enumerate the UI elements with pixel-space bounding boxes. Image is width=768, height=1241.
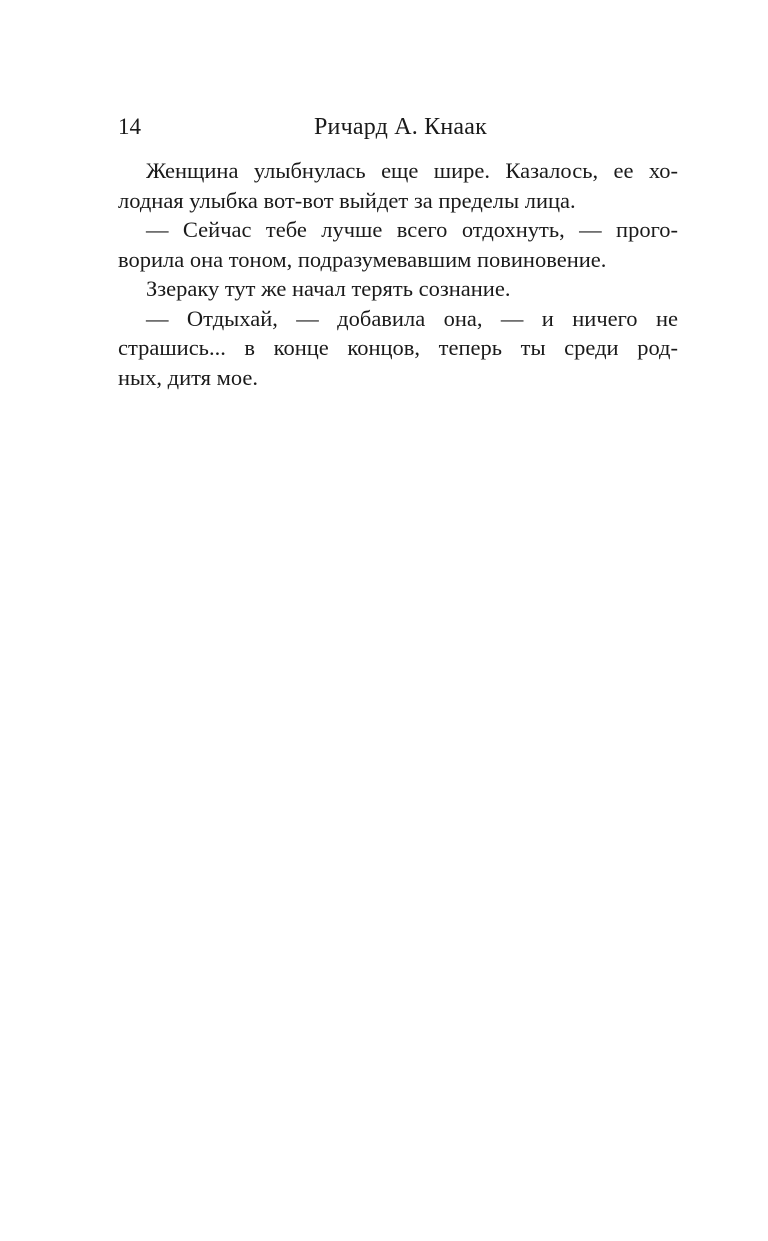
text-line: ных, дитя мое.: [118, 364, 259, 390]
text-line: — Отдыхай, — добавила она, — и ничего не: [146, 305, 678, 331]
text-line: — Сейчас тебе лучше всего отдохнуть, — прого-: [146, 217, 678, 242]
body-text: [118, 156, 678, 392]
text-line: Ззераку тут же начал терять сознание.: [146, 276, 511, 301]
text-line: Женщина улыбнулась еще шире. Казалось, ее хо-: [146, 158, 678, 183]
text-line: лодная улыбка вот-вот выйдет за пределы лица.: [118, 187, 576, 213]
running-head: Ричард А. Кнаак: [314, 114, 487, 140]
text-line: ворила она тоном, подразумевавшим повиновение.: [118, 246, 607, 272]
text-line: страшись... в конце концов, теперь ты среди род-: [118, 335, 678, 360]
page-number: 14: [118, 114, 141, 139]
page-header: [118, 112, 678, 144]
